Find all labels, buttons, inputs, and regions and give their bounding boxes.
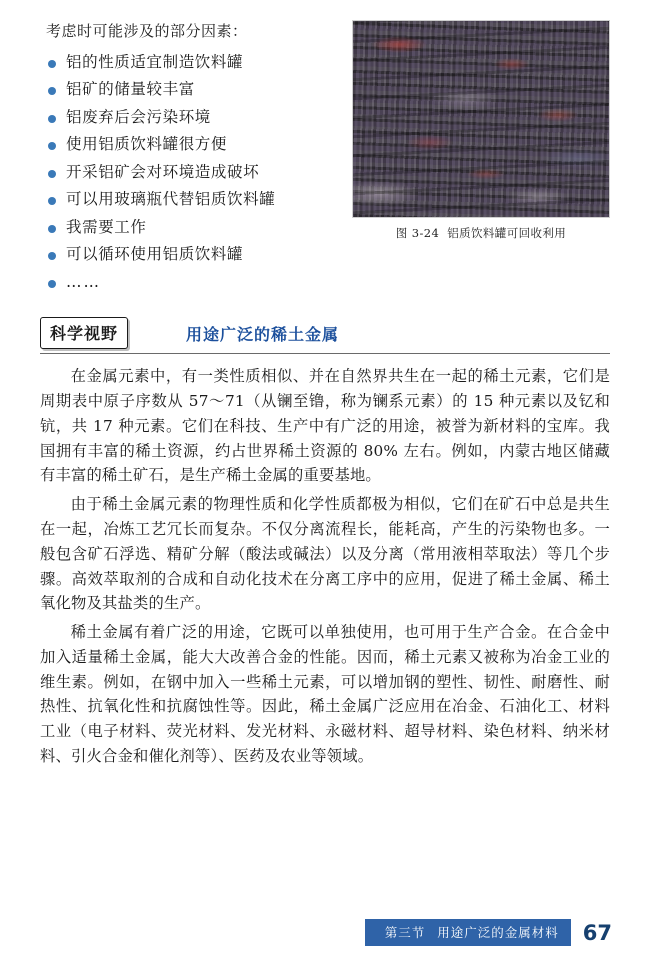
aluminum-cans-photo (352, 20, 610, 218)
list-item: 我需要工作 (40, 214, 340, 242)
list-item: 铝废弃后会污染环境 (40, 104, 340, 132)
factors-bullet-list (40, 49, 340, 297)
paragraph: 由于稀土金属元素的物理性质和化学性质都极为相似，它们在矿石中总是共生在一起，冶炼工艺冗长而复杂。不仅分离流程长，能耗高，产生的污染物也多。一般包含矿石浮选、精矿分解（酸法或碱法）以及分离（常用液相萃取法）等几个步骤。高效萃取剂的合成和自动化技术在分离工序中的应用，促进了稀土金属、稀土氧化物及其盐类的生产。 (40, 495, 610, 613)
figure-number: 图 3-24 (395, 226, 440, 240)
footer-section-number: 第三节 (384, 925, 426, 940)
paragraph: 稀土金属有着广泛的用途，它既可以单独使用，也可用于生产合金。在合金中加入适量稀土金属，能大大改善合金的性能。因而，稀土元素又被称为冶金工业的维生素。例如，在钢中加入一些稀土元素，可以增加钢的塑性、韧性、耐磨性、耐热性、抗氧化性和抗腐蚀性等。因此，稀土金属广泛应用在冶金、石油化工、材料工业（电子材料、荧光材料、发光材料、永磁材料、超导材料、染色材料、纳米材料、引火合金和催化剂等）、医药及农业等领域。 (40, 623, 610, 765)
paragraph: 在金属元素中，有一类性质相似、并在自然界共生在一起的稀土元素，它们是周期表中原子序数从 57～71（从镧至镥，称为镧系元素）的 15 种元素以及钇和钪，共 17 种元素。它们在科技、生产中有广泛的用途，被誉为新材料的宝库。我国拥有丰富的稀土资源，约占世界稀土资源的 80% 左右。例如，内蒙古地区储藏有丰富的稀土矿石，是生产稀土金属的重要基地。 (40, 367, 610, 485)
science-vision-title: 用途广泛的稀土金属 (186, 324, 340, 344)
list-item: 开采铝矿会对环境造成破坏 (40, 159, 340, 187)
footer-section-band (365, 919, 571, 946)
list-item: 铝的性质适宜制造饮料罐 (40, 49, 340, 77)
factors-list-block (40, 18, 340, 296)
list-item: 使用铝质饮料罐很方便 (40, 131, 340, 159)
science-vision-header (40, 318, 610, 348)
list-item: 铝矿的储量较丰富 (40, 76, 340, 104)
figure-caption-text: 铝质饮料罐可回收利用 (447, 226, 567, 240)
list-item: 可以用玻璃瓶代替铝质饮料罐 (40, 186, 340, 214)
top-section (40, 18, 610, 296)
list-item: …… (40, 269, 340, 297)
science-vision-body (40, 364, 610, 768)
page-footer (0, 919, 650, 946)
page-number: 67 (582, 920, 612, 945)
science-vision-tag: 科学视野 (40, 317, 128, 349)
footer-section-title: 用途广泛的金属材料 (437, 925, 559, 940)
factors-intro-text: 考虑时可能涉及的部分因素： (46, 22, 248, 40)
figure-caption (352, 225, 610, 241)
figure-block (352, 18, 610, 241)
list-item: 可以循环使用铝质饮料罐 (40, 241, 340, 269)
photo-texture-lines (353, 21, 609, 217)
horizontal-divider (40, 353, 610, 354)
